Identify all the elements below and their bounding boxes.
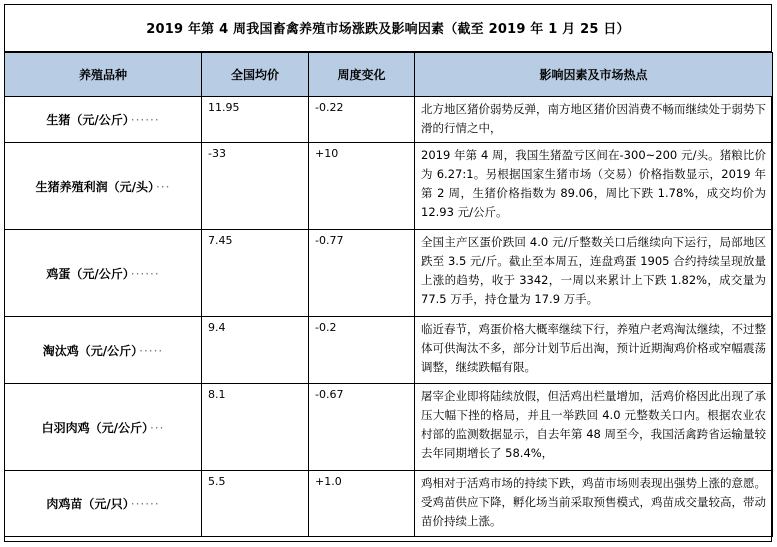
leader-dots: ······	[130, 497, 160, 511]
leader-dots: ·····	[139, 343, 164, 358]
table-row	[5, 230, 773, 317]
table-row	[5, 471, 773, 537]
breed-name: 鸡蛋（元/公斤）	[46, 266, 129, 281]
leader-dots: ···	[149, 420, 165, 435]
change-cell: +1.0	[309, 471, 415, 537]
price-cell: 8.1	[202, 384, 309, 471]
breed-name: 肉鸡苗（元/只）	[46, 497, 129, 511]
price-cell: -33	[202, 143, 309, 230]
breed-cell	[5, 230, 202, 317]
price-cell: 7.45	[202, 230, 309, 317]
breed-name: 生猪养殖利润（元/头）	[35, 179, 154, 194]
price-cell: 9.4	[202, 317, 309, 384]
header-factors: 影响因素及市场热点	[415, 53, 773, 97]
change-cell: -0.2	[309, 317, 415, 384]
header-price: 全国均价	[202, 53, 309, 97]
leader-dots: ···	[155, 179, 171, 194]
header-change: 周度变化	[309, 53, 415, 97]
table-row	[5, 97, 773, 143]
header-breed: 养殖品种	[5, 53, 202, 97]
breed-name: 生猪（元/公斤）	[46, 113, 129, 127]
breed-cell	[5, 317, 202, 384]
table-row	[5, 143, 773, 230]
factors-cell: 2019 年第 4 周，我国生猪盈亏区间在-300~200 元/头。猪粮比价为 6.27:1。另根据国家生猪市场（交易）价格指数显示，2019 年第 2 周，生猪价格指数为 89.06，周比下跌 1.78%，成交均价为 12.93 元/公斤。	[415, 143, 773, 230]
factors-cell: 鸡相对于活鸡市场的持续下跌，鸡苗市场则表现出强势上涨的意愿。受鸡苗供应下降，孵化场当前采取预售模式，鸡苗成交量较高，带动苗价持续上涨。	[415, 471, 773, 537]
breed-cell	[5, 471, 202, 537]
report-title: 2019 年第 4 周我国畜禽养殖市场涨跌及影响因素（截至 2019 年 1 月 25 日）	[4, 4, 772, 52]
table-row	[5, 384, 773, 471]
factors-cell: 临近春节，鸡蛋价格大概率继续下行，养殖户老鸡淘汰继续，不过整体可供淘汰不多，部分计划节后出淘，预计近期淘鸡价格或窄幅震荡调整，继续跌幅有限。	[415, 317, 773, 384]
change-cell: -0.22	[309, 97, 415, 143]
change-cell: +10	[309, 143, 415, 230]
price-cell: 5.5	[202, 471, 309, 537]
price-cell: 11.95	[202, 97, 309, 143]
breed-name: 淘汰鸡（元/公斤）	[42, 343, 138, 358]
leader-dots: ······	[130, 113, 160, 127]
breed-cell	[5, 384, 202, 471]
breed-cell	[5, 143, 202, 230]
breed-name: 白羽肉鸡（元/公斤）	[41, 420, 148, 435]
factors-cell: 全国主产区蛋价跌回 4.0 元/斤整数关口后继续向下运行，局部地区跌至 3.5 元/斤。截止至本周五，连盘鸡蛋 1905 合约持续呈现放量上涨的趋势，收于 3342，一周以来累计上下跌 1.82%，成交量为 77.5 万手，持仓量为 17.9 万手。	[415, 230, 773, 317]
table-row	[5, 317, 773, 384]
factors-cell: 北方地区猪价弱势反弹，南方地区猪价因消费不畅而继续处于弱势下滑的行情之中，	[415, 97, 773, 143]
change-cell: -0.77	[309, 230, 415, 317]
header-row	[5, 53, 773, 97]
factors-cell: 屠宰企业即将陆续放假，但活鸡出栏量增加，活鸡价格因此出现了承压大幅下挫的格局，并且一举跌回 4.0 元整数关口内。根据农业农村部的监测数据显示，自去年第 48 周至今，我国活禽跨省运输量较去年同期增长了 58.4%，	[415, 384, 773, 471]
market-table	[4, 52, 773, 537]
leader-dots: ······	[130, 266, 160, 281]
breed-cell	[5, 97, 202, 143]
change-cell: -0.67	[309, 384, 415, 471]
